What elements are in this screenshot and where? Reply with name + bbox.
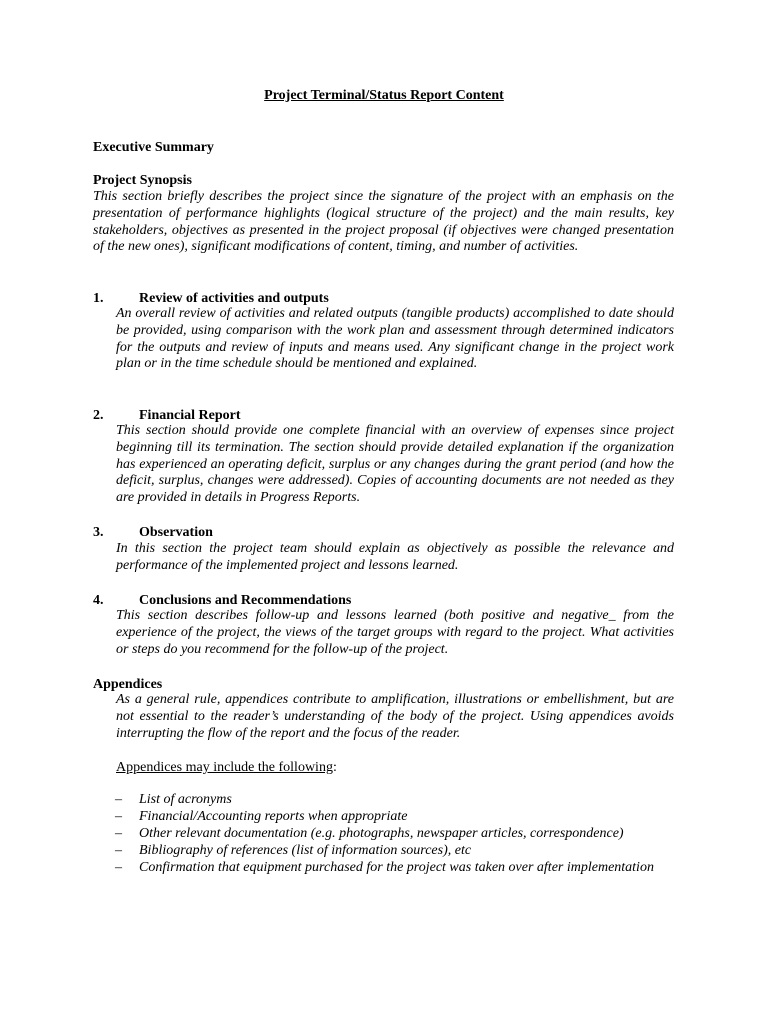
dash-bullet: – — [115, 842, 122, 858]
section-3-heading — [93, 524, 213, 541]
appendices-heading: Appendices — [93, 677, 163, 692]
section-number: 4. — [93, 593, 104, 608]
list-item — [115, 826, 685, 843]
executive-summary-heading: Executive Summary — [93, 140, 214, 155]
list-item-text: Financial/Accounting reports when appropriate — [139, 808, 408, 824]
dash-bullet: – — [115, 792, 122, 807]
section-title: Observation — [139, 525, 213, 540]
project-synopsis-heading: Project Synopsis — [93, 173, 192, 188]
appendices-include-label: Appendices may include the following — [116, 760, 333, 775]
dash-bullet: – — [115, 859, 122, 875]
list-item-text: Bibliography of references (list of information sources), etc — [139, 842, 472, 858]
section-number: 2. — [93, 408, 104, 423]
section-3-text: In this section the project team should explain as objectively as possible the relevance and performance of the implemented project and lessons learned. — [116, 541, 674, 573]
list-item — [115, 843, 685, 860]
list-item — [115, 809, 685, 826]
section-4-text: This section describes follow-up and lessons learned (both positive and negative_ from the experience of the project, the views of the target groups with regard to the project. What activities or steps do you recommend for the follow-up of the project. — [116, 608, 674, 657]
project-synopsis-text: This section briefly describes the project since the signature of the project with an emphasis on the presentation of performance highlights (logical structure of the project) and the main results, key stakeholders, objectives as presented in the project proposal (if objectives were changed presentation of the new ones), significant modifications of content, timing, and number of activities. — [93, 189, 674, 255]
section-number: 1. — [93, 291, 104, 306]
section-1-text: An overall review of activities and related outputs (tangible products) accomplished to date should be provided, using comparison with the work plan and assessment through determined indicators for the outputs and review of inputs and means used. Any significant change in the project work plan or in the time schedule should be mentioned and explained. — [116, 306, 674, 372]
section-title: Conclusions and Recommendations — [139, 593, 352, 608]
section-title: Review of activities and outputs — [139, 291, 329, 306]
appendices-include-colon: : — [332, 760, 337, 775]
section-2-text: This section should provide one complete financial with an overview of expenses since project beginning till its termination. The section should provide detailed explanation if the organization has experienced an operating deficit, surplus or any changes during the grant period (and how the deficit, surplus, changes were addressed). Copies of accounting documents are not needed as they are provided in details in Progress Reports. — [116, 423, 674, 506]
list-item-text: Confirmation that equipment purchased for the project was taken over after implementation — [139, 859, 654, 875]
list-item — [115, 792, 685, 809]
appendices-list — [115, 792, 685, 877]
section-1-heading — [93, 290, 329, 307]
dash-bullet: – — [115, 825, 122, 841]
dash-bullet: – — [115, 808, 122, 824]
list-item — [115, 860, 685, 877]
section-4-heading — [93, 592, 351, 609]
list-item-text: List of acronyms — [139, 792, 232, 807]
appendices-include-line — [116, 759, 337, 776]
section-title: Financial Report — [139, 408, 241, 423]
appendices-text: As a general rule, appendices contribute to amplification, illustrations or embellishment, but are not essential to the reader’s understanding of the body of the project. Using appendices avoids interrupting the flow of the report and the focus of the reader. — [116, 692, 674, 741]
section-number: 3. — [93, 525, 104, 540]
list-item-text: Other relevant documentation (e.g. photographs, newspaper articles, correspondence) — [139, 825, 624, 841]
section-2-heading — [93, 407, 241, 424]
document-title: Project Terminal/Status Report Content — [264, 88, 504, 103]
